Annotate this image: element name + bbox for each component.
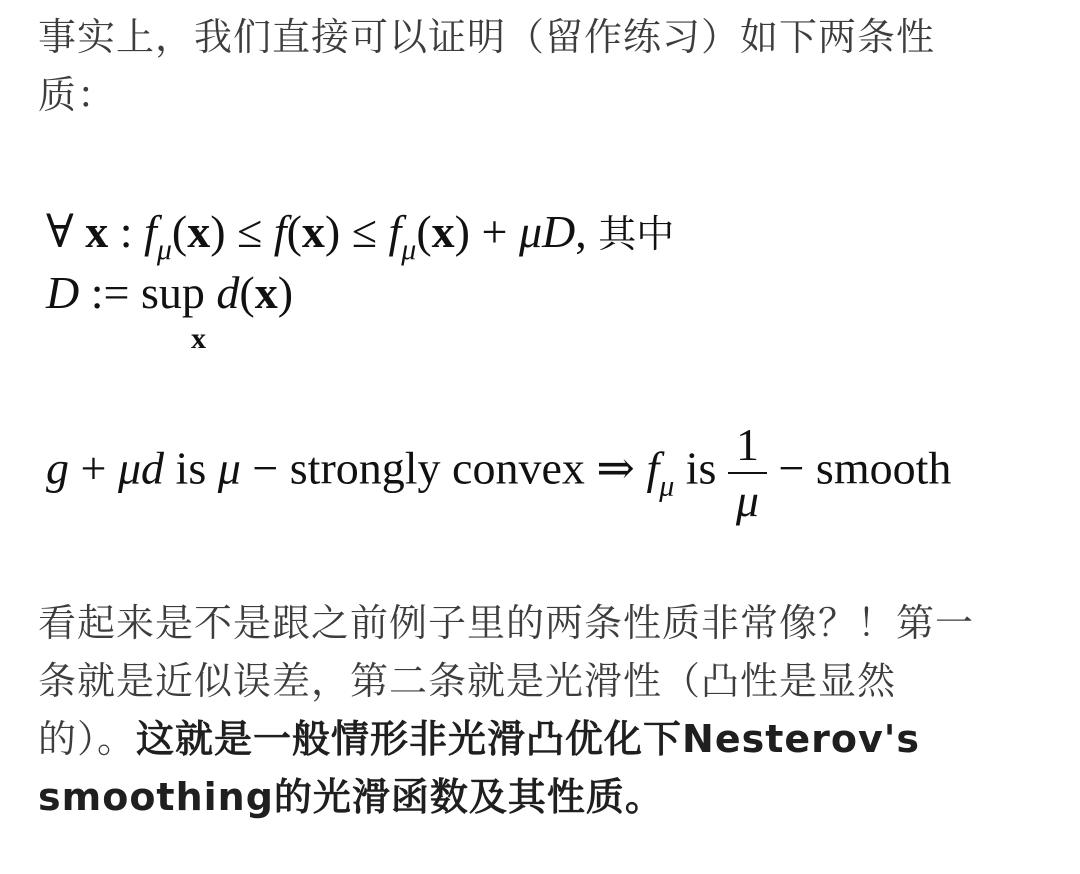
lparen: ( — [171, 206, 188, 257]
qizhong-text: 其中 — [598, 212, 675, 256]
intro-line-2: 质： — [38, 73, 117, 117]
D: D — [46, 267, 80, 318]
intro-line-1: 事实上，我们直接可以证明（留作练习）如下两条性 — [38, 15, 936, 59]
strongly-convex-text: − strongly convex — [240, 442, 597, 494]
sup-subscript-x: x — [191, 322, 206, 355]
mu-subscript: μ — [156, 233, 172, 266]
var-x: x — [254, 267, 278, 318]
f: f — [273, 206, 287, 257]
var-x: x — [85, 206, 109, 257]
plus: + — [469, 206, 519, 257]
mu: μ — [117, 442, 142, 494]
outro-paragraph — [38, 594, 1048, 826]
outro-line-2: 条就是近似误差，第二条就是光滑性（凸性是显然 — [38, 659, 897, 703]
comma: , — [575, 206, 587, 257]
var-x: x — [301, 206, 325, 257]
fraction-denominator: μ — [735, 475, 760, 526]
f-mu: f — [388, 206, 402, 257]
D: D — [542, 206, 576, 257]
implies-arrow: ⇒ — [596, 442, 647, 494]
lparen: ( — [416, 206, 432, 257]
mu: μ — [518, 206, 543, 257]
var-x: x — [431, 206, 455, 257]
mu-subscript: μ — [401, 233, 417, 266]
equation-smoothness — [46, 418, 951, 528]
rparen: ) — [210, 206, 226, 257]
outro-line-4: smoothing的光滑函数及其性质。 — [38, 775, 664, 819]
g: g — [46, 442, 69, 494]
leq: ≤ — [225, 206, 274, 257]
forall-symbol: ∀ — [46, 206, 74, 257]
var-x: x — [187, 206, 211, 257]
fraction-numerator: 1 — [728, 418, 767, 474]
sup-operator: sup — [140, 267, 205, 318]
equation-d-definition: D := sup d(x) — [46, 267, 294, 318]
outro-line-3-bold: 这就是一般情形非光滑凸优化下Nesterov's — [136, 717, 921, 761]
lparen: ( — [286, 206, 302, 257]
rparen: ) — [324, 206, 341, 257]
outro-line-1: 看起来是不是跟之前例子里的两条性质非常像？！第一 — [38, 601, 975, 645]
leq: ≤ — [340, 206, 389, 257]
fraction-one-over-mu — [728, 418, 767, 528]
plus: + — [69, 442, 118, 494]
defeq: := — [79, 267, 141, 318]
f-mu: f — [646, 442, 660, 494]
mu-subscript: μ — [659, 469, 675, 503]
outro-line-3-plain: 的）。 — [38, 717, 137, 761]
mu: μ — [217, 442, 241, 494]
outro-line-3 — [38, 710, 1048, 768]
is-text: is — [164, 442, 218, 494]
d: d — [141, 442, 165, 494]
is-text: is — [674, 442, 728, 494]
d: d — [216, 267, 240, 318]
intro-paragraph — [38, 8, 1048, 124]
colon: : — [108, 206, 145, 257]
equation-approximation-bound — [46, 203, 674, 267]
rparen: ) — [454, 206, 470, 257]
f-mu: f — [144, 206, 157, 257]
smooth-text: − smooth — [766, 442, 952, 494]
